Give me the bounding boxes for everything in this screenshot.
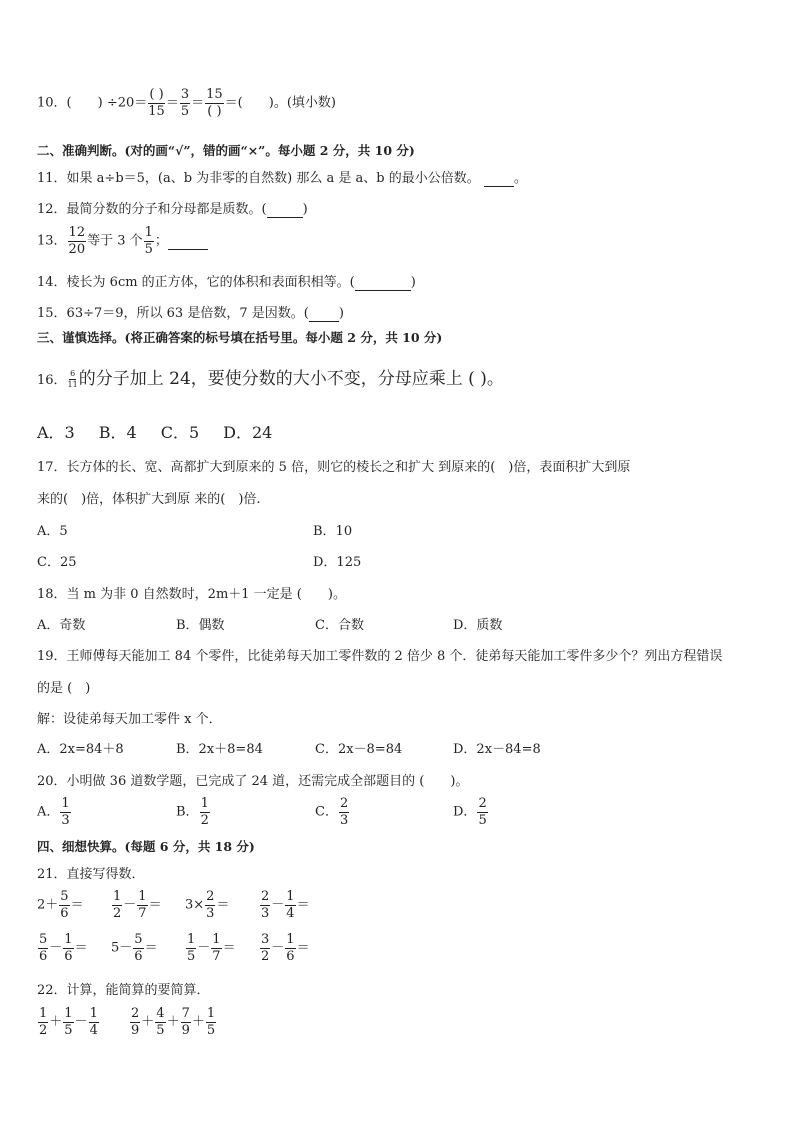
fraction	[211, 933, 221, 963]
denominator: 2	[39, 1022, 48, 1038]
denominator: 2	[261, 948, 270, 964]
answer-blank[interactable]	[484, 171, 514, 187]
denominator: 6	[64, 948, 73, 964]
denominator: 5	[64, 1022, 73, 1038]
question-22: 22．计算，能简算的要简算．	[37, 983, 210, 998]
fraction	[59, 890, 69, 920]
option-d[interactable]: D．质数	[453, 618, 503, 633]
numerator: 1	[286, 889, 295, 904]
numerator: 1	[286, 932, 295, 947]
numerator: 1	[39, 1006, 48, 1021]
fraction	[63, 933, 73, 963]
question-19-line-1: 19．王师傅每天能加工 84 个零件，比徒弟每天加工零件数的 2 倍少 8 个．徒弟每天能加工零件多少个？列出方程错误	[37, 649, 723, 664]
denominator: 5	[187, 948, 196, 964]
option-a[interactable]: A．2x=84＋8	[37, 742, 124, 757]
option-c[interactable]: C．25	[37, 555, 77, 570]
option-c[interactable]: C．2x－8=84	[315, 742, 403, 757]
denominator: 6	[134, 948, 143, 964]
option-b[interactable]: B．4	[98, 423, 137, 442]
section-2-heading: 二、准确判断。(对的画“√”，错的画“×”。每小题 2 分，共 10 分)	[37, 143, 415, 158]
question-17-line-1: 17．长方体的长、宽、高都扩大到原来的 5 倍，则它的棱长之和扩大 到原来的( )倍，表面积扩大到原	[37, 460, 631, 475]
equals-sign: ＝	[74, 940, 88, 956]
option-c[interactable]: C．合数	[315, 618, 364, 633]
option-a[interactable]: A．奇数	[37, 618, 86, 633]
question-16: 16． $\frac{6}{11}$ 的分子加上 24，要使分数的大小不变，分母应乘上 ( )。	[37, 368, 504, 389]
numerator: 5	[39, 932, 48, 947]
fraction	[285, 933, 295, 963]
denominator: 5	[206, 1022, 216, 1038]
answer-blank[interactable]	[267, 202, 303, 218]
equals-sign: ＝	[144, 940, 158, 956]
fraction	[112, 890, 122, 920]
denominator: 3	[261, 905, 270, 921]
operator: ＋	[166, 1014, 180, 1030]
math-expression	[111, 933, 158, 963]
option-d[interactable]: D．24	[223, 423, 273, 442]
fraction	[260, 933, 270, 963]
fraction: $\frac{1}{2}$	[200, 796, 209, 828]
fraction: $\frac{2}{3}$	[339, 796, 349, 828]
operator: －	[271, 897, 285, 913]
operator: ＋	[49, 1014, 63, 1030]
question-20: 20．小明做 36 道数学题，已完成了 24 道，还需完成全部题目的 ( )。	[37, 774, 469, 789]
math-expression	[37, 890, 84, 920]
question-19-line-2: 的是 ( )	[37, 681, 91, 696]
option-a[interactable]: A．3	[37, 423, 75, 442]
option-b[interactable]: B．2x＋8=84	[176, 742, 263, 757]
question-10: 10．( ) ÷20＝ ( ) 15 ＝ $\frac{3}{5}$ ＝ 15 ( ) ＝( )。(填小数)	[37, 87, 336, 119]
numerator: 1	[138, 889, 147, 904]
operator: ＋	[191, 1014, 205, 1030]
operator: －	[123, 897, 137, 913]
fraction	[206, 1007, 216, 1037]
math-expression	[185, 933, 236, 963]
denominator: 9	[131, 1022, 140, 1038]
fraction	[89, 1007, 99, 1037]
operator: －	[49, 940, 63, 956]
operator: ＋	[141, 1014, 155, 1030]
fraction: ( ) 15	[148, 87, 165, 119]
math-expression	[111, 890, 162, 920]
question-12: 12．最简分数的分子和分母都是质数。( )	[37, 202, 308, 217]
option-c[interactable]: C． $\frac{2}{3}$	[315, 796, 349, 828]
equals-sign: ＝	[222, 940, 236, 956]
fraction	[38, 1007, 48, 1037]
option-a[interactable]: A． $\frac{1}{3}$	[37, 796, 70, 828]
denominator: 4	[286, 905, 295, 921]
equals-sign: ＝	[296, 897, 310, 913]
fraction: $\frac{6}{11}$	[67, 368, 78, 389]
fraction	[205, 890, 215, 920]
fraction	[260, 890, 270, 920]
numerator: 4	[156, 1006, 165, 1021]
option-b[interactable]: B．偶数	[176, 618, 225, 633]
operator: －	[74, 1014, 88, 1030]
fraction	[186, 933, 196, 963]
denominator: 6	[286, 948, 295, 964]
denominator: 5	[156, 1022, 165, 1038]
numerator: 3	[261, 932, 270, 947]
denominator: 2	[113, 905, 122, 921]
numerator: 2	[261, 889, 270, 904]
numerator: 5	[60, 889, 69, 904]
question-21: 21．直接写得数．	[37, 867, 145, 882]
math-expression	[185, 890, 229, 920]
option-d[interactable]: D． $\frac{2}{5}$	[453, 796, 487, 828]
option-d[interactable]: D．125	[313, 555, 362, 570]
numerator: 2	[131, 1006, 140, 1021]
denominator: 6	[60, 905, 69, 921]
answer-blank[interactable]	[355, 275, 411, 291]
fraction: $\frac{12}{20}$	[68, 225, 86, 257]
section-3-heading: 三、谨慎选择。(将正确答案的标号填在括号里。每小题 2 分，共 10 分)	[37, 330, 443, 345]
operator: －	[271, 940, 285, 956]
numerator: 1	[212, 932, 221, 947]
denominator: 7	[138, 905, 147, 921]
math-expression	[259, 933, 310, 963]
fraction	[130, 1007, 140, 1037]
option-c[interactable]: C．5	[160, 423, 200, 442]
expression-text: 3×	[185, 897, 205, 913]
math-expression	[37, 933, 88, 963]
fraction	[181, 1007, 191, 1037]
option-b[interactable]: B． $\frac{1}{2}$	[176, 796, 209, 828]
question-11: 11．如果 a÷b＝5，(a、b 为非零的自然数) 那么 a 是 a、b 的最小公倍数。 。	[37, 171, 527, 186]
numerator: 1	[64, 1006, 73, 1021]
numerator: 1	[89, 1006, 98, 1021]
option-d[interactable]: D．2x－84=8	[453, 742, 541, 757]
fraction	[38, 933, 48, 963]
answer-blank[interactable]	[309, 306, 339, 322]
section-4-heading: 四、细想快算。(每题 6 分，共 18 分)	[37, 839, 255, 854]
denominator: 3	[206, 905, 215, 921]
option-a[interactable]: A．5	[37, 524, 68, 539]
denominator: 7	[212, 948, 221, 964]
math-expression	[37, 1007, 100, 1037]
denominator: 4	[89, 1022, 98, 1038]
math-expression	[259, 890, 310, 920]
question-18: 18．当 m 为非 0 自然数时，2m＋1 一定是 ( )。	[37, 587, 346, 602]
numerator: 7	[181, 1006, 190, 1021]
equals-sign: ＝	[216, 897, 230, 913]
operator: －	[197, 940, 211, 956]
numerator: 1	[206, 1006, 216, 1021]
fraction	[63, 1007, 73, 1037]
fraction	[285, 890, 295, 920]
fraction	[155, 1007, 165, 1037]
expression-text: 5－	[111, 940, 133, 956]
fraction: $\frac{1}{5}$	[144, 225, 153, 257]
question-15: 15．63÷7＝9，所以 63 是倍数，7 是因数。( )	[37, 306, 344, 321]
numerator: 5	[134, 932, 143, 947]
expression-text: 2＋	[37, 897, 59, 913]
equals-sign: ＝	[296, 940, 310, 956]
question-14: 14．棱长为 6cm 的正方体，它的体积和表面积相等。( )	[37, 275, 416, 290]
fraction	[133, 933, 143, 963]
equals-sign: ＝	[148, 897, 162, 913]
fraction	[137, 890, 147, 920]
numerator: 1	[187, 932, 196, 947]
option-b[interactable]: B．10	[313, 524, 353, 539]
fraction: $\frac{3}{5}$	[180, 87, 190, 119]
fraction: $\frac{2}{5}$	[478, 796, 487, 828]
question-13: 13． $\frac{12}{20}$ 等于 3 个 $\frac{1}{5}$ ；	[37, 226, 208, 256]
answer-blank[interactable]	[168, 234, 208, 250]
numerator: 2	[206, 889, 215, 904]
fraction: $\frac{1}{3}$	[61, 796, 70, 828]
math-expression	[129, 1007, 217, 1037]
question-19-line-3: 解：设徒弟每天加工零件 x 个．	[37, 712, 222, 727]
equals-sign: ＝	[70, 897, 84, 913]
numerator: 1	[64, 932, 73, 947]
q16-options	[37, 420, 272, 443]
fraction: 15 ( )	[206, 87, 223, 119]
denominator: 9	[181, 1022, 190, 1038]
denominator: 6	[39, 948, 48, 964]
question-17-line-2: 来的( )倍，体积扩大到原 来的( )倍.	[37, 492, 261, 507]
q10-prefix: 10．( ) ÷20＝	[37, 95, 148, 111]
numerator: 1	[113, 889, 122, 904]
